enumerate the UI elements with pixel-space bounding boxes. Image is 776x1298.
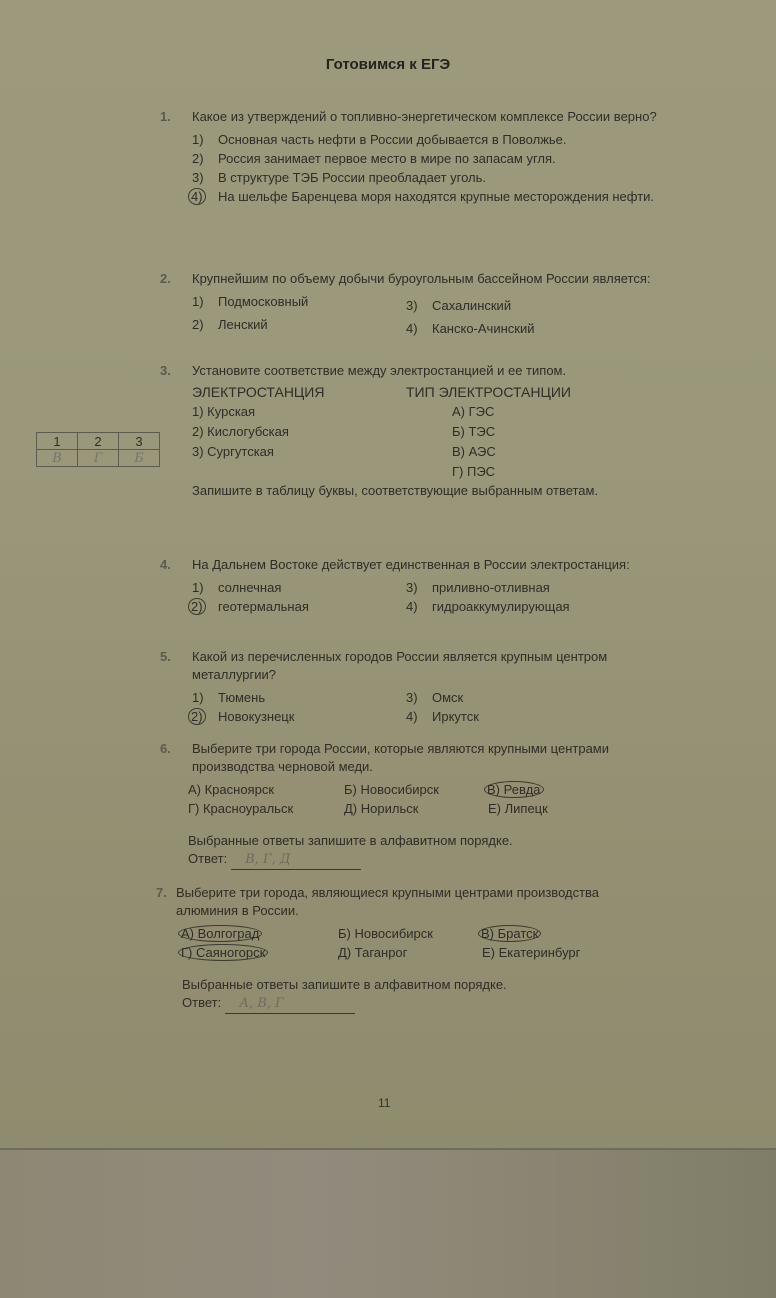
handwritten-circle-mark: 2) [188, 708, 206, 725]
station-item: 3) Сургутская [192, 444, 274, 459]
options-grid [182, 924, 656, 962]
instruction-note: Выбранные ответы запишите в алфавитном порядке. [182, 977, 507, 992]
options-grid [192, 292, 660, 338]
answer-row [182, 994, 656, 1014]
matching-columns [192, 382, 660, 482]
answer-label: Ответ: [182, 995, 222, 1010]
options-list [192, 130, 660, 206]
option: 2) Ленский [192, 317, 268, 332]
answer-label: Ответ: [188, 851, 228, 866]
station-item: 1) Курская [192, 404, 256, 419]
question-number: 6. [160, 741, 171, 756]
options-grid [192, 578, 660, 616]
option: 3) приливно-отливная [406, 580, 550, 595]
answer-field[interactable]: А, В, Г [225, 995, 355, 1014]
options-grid [192, 688, 660, 726]
option: Е) Екатеринбург [482, 945, 581, 960]
option: 4) гидроаккумулирующая [406, 599, 570, 614]
question-6 [160, 740, 660, 870]
question-text: На Дальнем Востоке действует единственная в России электростанция: [192, 557, 630, 572]
option: Б) Новосибирск [338, 926, 433, 941]
question-text: Крупнейшим по объему добычи буроугольным бассейном России является: [192, 271, 651, 286]
page-title: Готовимся к ЕГЭ [325, 56, 451, 73]
question-text: Какой из перечисленных городов России является крупным центром металлургии? [192, 649, 608, 682]
question-text: Выберите три города, являющиеся крупными центрами производства алюминия в России. [176, 885, 600, 918]
question-number: 1. [160, 109, 171, 124]
station-item: 2) Кислогубская [192, 424, 289, 439]
question-number: 4. [160, 557, 171, 572]
question-number: 3. [160, 363, 171, 378]
question-5 [160, 648, 660, 726]
handwritten-circle-mark: 2) [188, 598, 206, 615]
instruction-note: Запишите в таблицу буквы, соответствующие выбранным ответам. [192, 483, 599, 498]
question-number: 2. [160, 271, 171, 286]
option-circled: 2) Новокузнецк [192, 707, 406, 726]
question-text: Выберите три города России, которые являются крупными центрами производства черновой меди. [192, 741, 610, 774]
option: 4) Иркутск [406, 709, 479, 724]
question-text: Какое из утверждений о топливно-энергетическом комплексе России верно? [192, 109, 657, 124]
question-number: 7. [156, 885, 167, 900]
option: Г) Красноуральск [188, 801, 294, 816]
question-3 [160, 362, 660, 500]
instruction-note: Выбранные ответы запишите в алфавитном порядке. [188, 833, 513, 848]
option: Б) Новосибирск [344, 782, 439, 797]
type-item: В) АЭС [452, 444, 496, 459]
types-header: ТИП ЭЛЕКТРОСТАНЦИИ [406, 384, 571, 400]
answer-row [188, 850, 660, 870]
option-circled [182, 943, 338, 962]
answer-table [36, 432, 160, 467]
option: Е) Липецк [488, 801, 548, 816]
question-4 [160, 556, 660, 616]
background-surface [0, 1148, 776, 1298]
option-circled [182, 924, 338, 943]
option-circled [488, 780, 648, 799]
type-item: Г) ПЭС [452, 464, 496, 479]
answer-cell[interactable]: В [37, 450, 78, 467]
question-7 [156, 884, 656, 1014]
option-circled: 2) геотермальная [192, 597, 406, 616]
option: 3) Омск [406, 690, 464, 705]
options-grid [188, 780, 660, 818]
option-circled [482, 924, 642, 943]
handwritten-circle-mark: В) Ревда [484, 781, 544, 798]
option: 1) солнечная [192, 580, 282, 595]
answer-cell[interactable]: Г [78, 450, 119, 467]
question-text: Установите соответствие между электростанцией и ее типом. [192, 363, 567, 378]
question-number: 5. [160, 649, 171, 664]
table-header-cell: 3 [119, 433, 160, 450]
page-number: 11 [378, 1096, 391, 1110]
answer-cell[interactable]: Б [119, 450, 160, 467]
handwritten-circle-mark: А) Волгоград [178, 925, 262, 942]
option: 4) Канско-Ачинский [406, 321, 535, 336]
option: 1) Основная часть нефти в России добывается в Поволжье. [192, 132, 567, 147]
option: Д) Таганрог [338, 945, 408, 960]
handwritten-circle-mark: Г) Саяногорск [178, 944, 268, 961]
option: А) Красноярск [188, 782, 275, 797]
type-item: Б) ТЭС [452, 424, 496, 439]
option: 2) Россия занимает первое место в мире по запасам угля. [192, 151, 556, 166]
table-header-cell: 1 [37, 433, 78, 450]
option: Д) Норильск [344, 801, 419, 816]
option-circled: 4) На шельфе Баренцева моря находятся крупные месторождения нефти. [192, 187, 660, 206]
table-header-cell: 2 [78, 433, 119, 450]
option: 3) В структуре ТЭБ России преобладает уголь. [192, 170, 487, 185]
question-1 [160, 108, 660, 206]
type-item: А) ГЭС [452, 404, 495, 419]
question-2 [160, 270, 660, 338]
option: 1) Тюмень [192, 690, 266, 705]
option: 1) Подмосковный [192, 294, 309, 309]
handwritten-circle-mark: В) Братск [478, 925, 541, 942]
handwritten-circle-mark: 4) [188, 188, 206, 205]
answer-field[interactable]: В, Г, Д [231, 851, 361, 870]
option: 3) Сахалинский [406, 298, 512, 313]
stations-header: ЭЛЕКТРОСТАНЦИЯ [192, 384, 325, 400]
